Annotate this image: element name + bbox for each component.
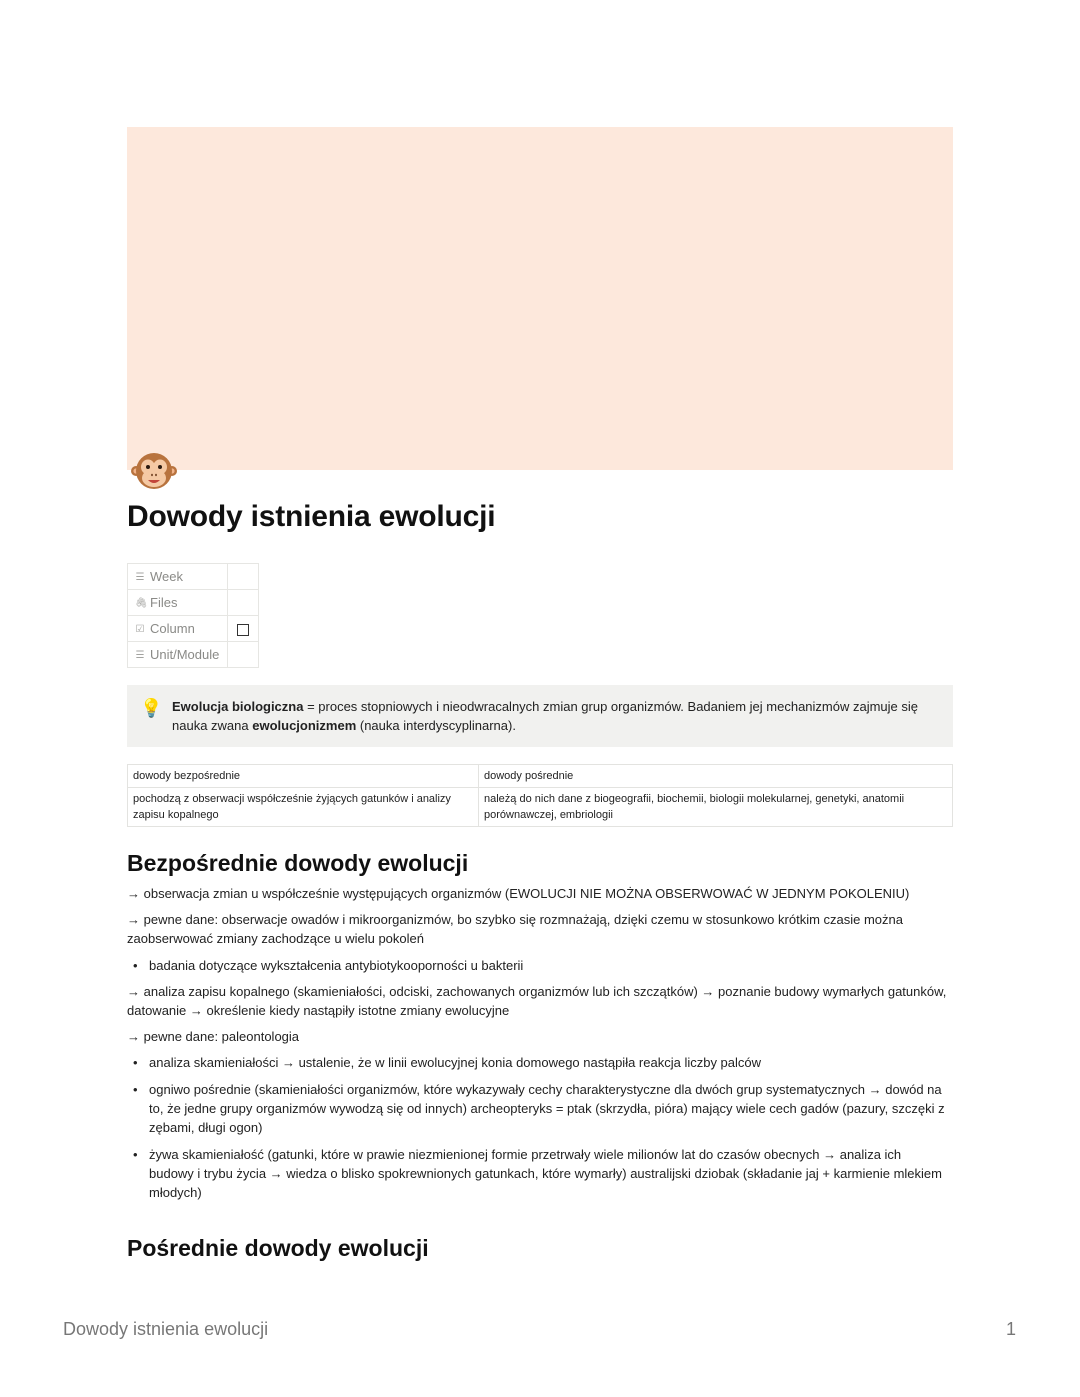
paragraph: → obserwacja zmian u współcześnie występujących organizmów (EWOLUCJI NIE MOŻNA OBSERWOWAĆ W JEDNYM POKOLENIU) bbox=[127, 886, 910, 901]
property-name: ☰ Unit/Module bbox=[128, 642, 228, 668]
callout-block bbox=[127, 685, 953, 747]
paragraph: → analiza zapisu kopalnego (skamieniałości, odciski, zachowanych organizmów lub ich szczątków) → poznanie budowy wymarłych gatunków, datowanie → określenie kiedy nastąpiły istotne zmiany ewolucyjne bbox=[127, 984, 947, 1018]
table-header-cell: dowody bezpośrednie bbox=[128, 765, 479, 788]
footer-title: Dowody istnienia ewolucji bbox=[63, 1319, 269, 1339]
property-name: ☰ Week bbox=[128, 564, 228, 590]
callout-text: Ewolucja biologiczna = proces stopniowych i nieodwracalnych zmian grup organizmów. Badaniem jej mechanizmów zajmuje się nauka zwana ewolucjonizmem (nauka interdyscyplinarna). bbox=[172, 699, 919, 733]
document-page: Dowody istnienia ewolucji ☰ Week 🖇 Files ☑ Column ☰ Unit/Module 💡 Ewolucja biologiczna = proces stopniowych i nieodwracalnych zmian grup organizmów. Badaniem jej mechanizmów zajmuje się nauka zwana ewolucjonizmem (nauka interdyscyplinarna). dowody bezpośrednie dowody pośrednie pochodzą z obserwacji współcześnie żyjących gatunków i analizy zapisu kopalnego należą do nich dane z biogeografii, biochemii, biologii molekularnej, genetyki, anatomii porównawczej, embriologii Bezpośrednie dowody ewolucji → obserwacja zmian u współcześnie występujących organizmów (EWOLUCJI NIE MOŻNA OBSERWOWAĆ W JEDNYM POKOLENIU) → pewne dane: obserwacje owadów i mikroorganizmów, bo szybko się rozmnażają, dzięki czemu w stosunkowo krótkim czasie można zaobserwować zmiany zachodzące u wielu pokoleń • badania dotyczące wykształcenia antybiotykooporności u bakterii → analiza zapisu kopalnego (skamieniałości, odciski, zachowanych organizmów lub ich szczątków) → poznanie budowy wymarłych gatunków, datowanie → określenie kiedy nastąpiły istotne zmiany ewolucyjne → pewne dane: paleontologia • analiza skamieniałości → ustalenie, że w linii ewolucyjnej konia domowego nastąpiła reakcja liczby palców • ogniwo pośrednie (skamieniałości organizmów, które wykazywały cechy charakterystyczne dla dwóch grup systematycznych → dowód na to, że jedne grupy organizmów wywodzą się od innych) archeopteryks = ptak (skrzydła, pióra) mający wiele cech gadów (pazury, szczęki z zębami, długi ogon) • żywa skamieniałość (gatunki, które w prawie niezmienionej formie przetrwały wiele milionów lat do czasów obecnych → analiza ich budowy i trybu życia → wiedza o blisko spokrewnionych gatunkach, które wymarły) australijski dziobak (składanie jaj + karmienie mlekiem młodych) Pośrednie dowody ewolucji Dowody istnienia ewolucji 1 bbox=[0, 0, 1080, 1397]
table-header-row bbox=[128, 765, 953, 788]
paragraph: → pewne dane: paleontologia bbox=[127, 1029, 300, 1044]
list-icon: ☰ bbox=[135, 572, 145, 584]
list-icon: ☰ bbox=[135, 650, 145, 662]
checkbox-icon: ☑ bbox=[135, 624, 145, 636]
property-row-week[interactable] bbox=[128, 564, 259, 590]
property-value[interactable] bbox=[228, 564, 259, 590]
section-heading-direct: Bezpośrednie dowody ewolucji bbox=[127, 850, 469, 876]
property-row-files[interactable] bbox=[128, 590, 259, 616]
monkey-face-icon bbox=[131, 450, 177, 492]
property-value[interactable] bbox=[228, 642, 259, 668]
page-title: Dowody istnienia ewolucji bbox=[127, 500, 496, 533]
column-checkbox[interactable] bbox=[237, 624, 249, 636]
property-name: 🖇 Files bbox=[128, 590, 228, 616]
table-cell: pochodzą z obserwacji współcześnie żyjących gatunków i analizy zapisu kopalnego bbox=[128, 788, 479, 827]
section-heading-indirect: Pośrednie dowody ewolucji bbox=[127, 1235, 429, 1261]
property-name: ☑ Column bbox=[128, 616, 228, 642]
property-row-unit-module[interactable] bbox=[128, 642, 259, 668]
property-row-column[interactable] bbox=[128, 616, 259, 642]
table-row bbox=[128, 788, 953, 827]
table-cell: należą do nich dane z biogeografii, biochemii, biologii molekularnej, genetyki, anatomii porównawczej, embriologii bbox=[479, 788, 953, 827]
paperclip-icon: 🖇 bbox=[135, 598, 148, 610]
table-header-cell: dowody pośrednie bbox=[479, 765, 953, 788]
paragraph: → pewne dane: obserwacje owadów i mikroorganizmów, bo szybko się rozmnażają, dzięki czemu w stosunkowo krótkim czasie można zaobserwować zmiany zachodzące u wielu pokoleń bbox=[127, 912, 904, 946]
properties-table bbox=[127, 563, 259, 668]
comparison-table bbox=[127, 764, 953, 827]
property-value bbox=[228, 616, 259, 642]
page-cover bbox=[127, 127, 953, 470]
lightbulb-icon: 💡 bbox=[140, 698, 163, 718]
property-value[interactable] bbox=[228, 590, 259, 616]
footer-page-number: 1 bbox=[1006, 1319, 1017, 1339]
